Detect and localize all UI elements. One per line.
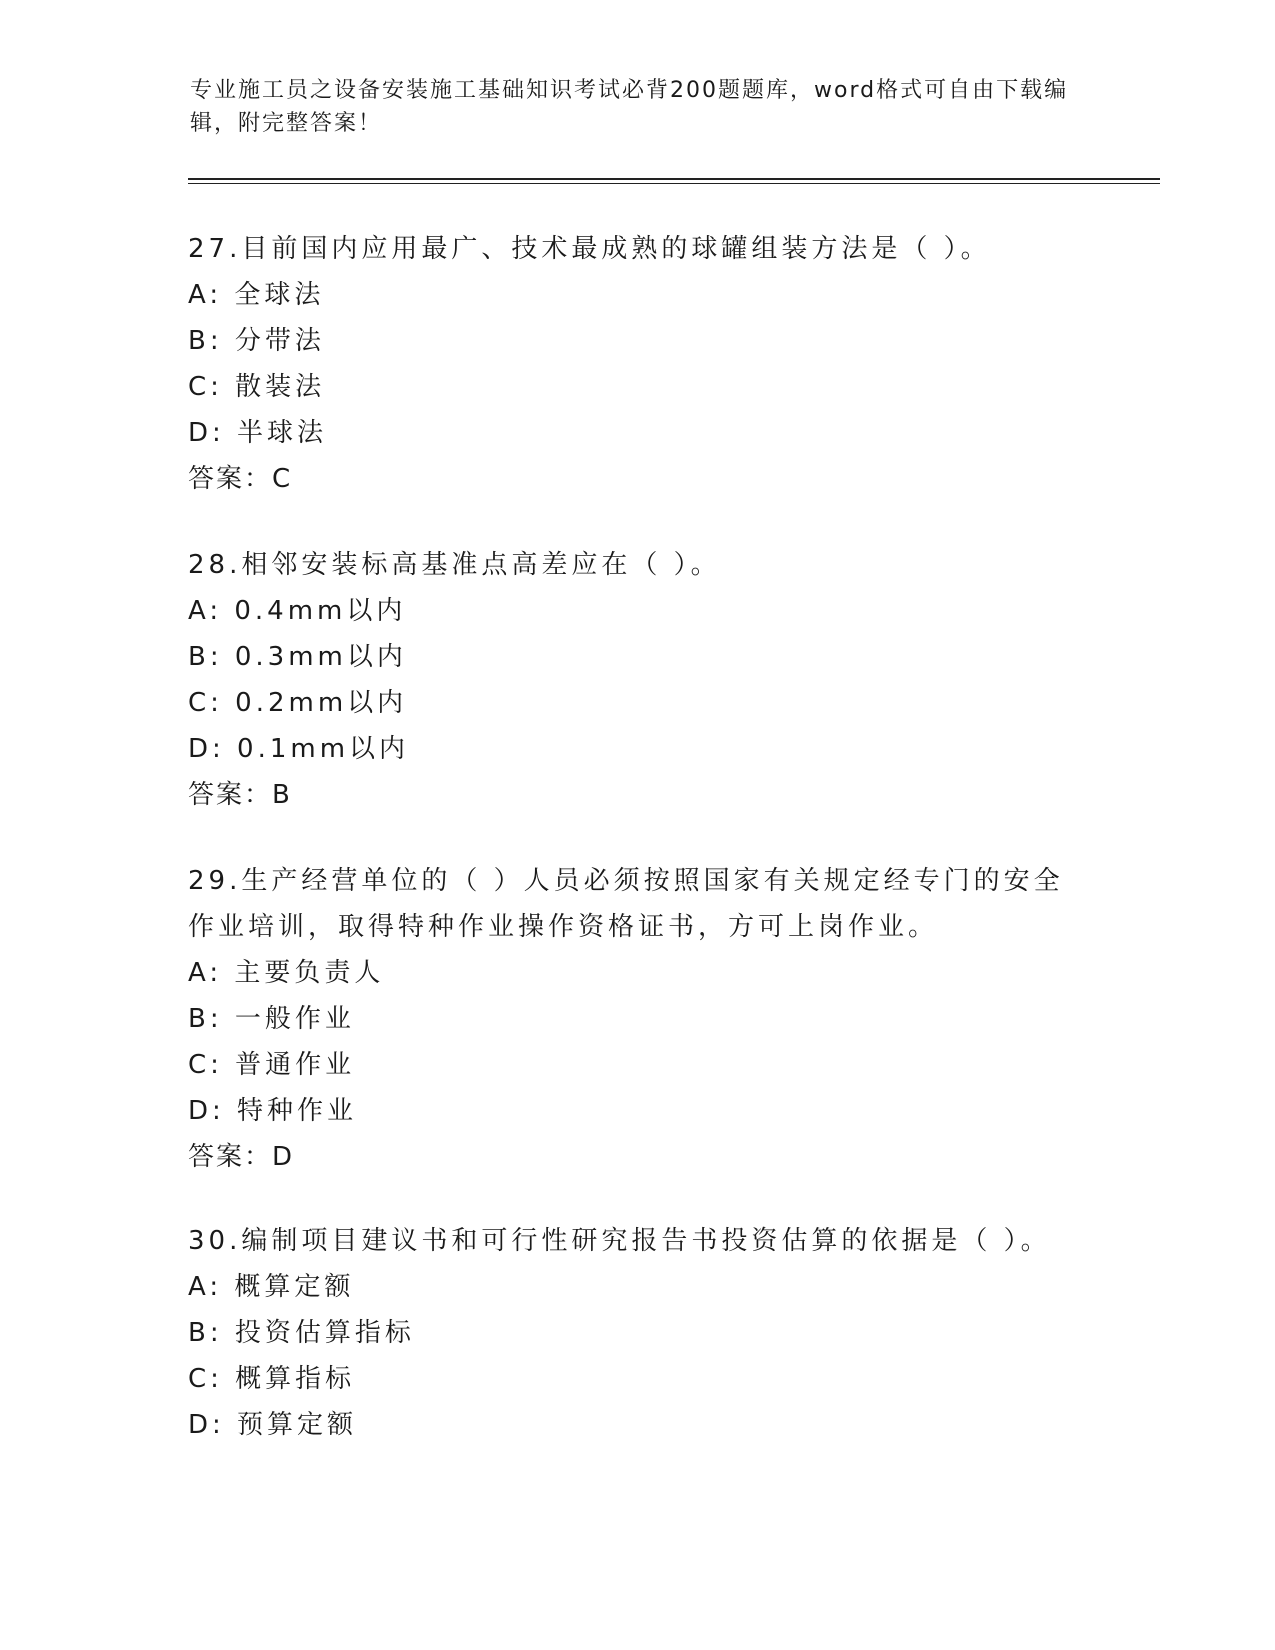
option-d: D: 半球法 — [188, 418, 328, 448]
option-d: D: 预算定额 — [188, 1410, 358, 1440]
question-stem: 27.目前国内应用最广、技术最成熟的球罐组装方法是（ ）。 — [188, 234, 991, 264]
option-c: C: 0.2mm以内 — [188, 688, 408, 718]
answer: 答案：D — [188, 1142, 295, 1172]
answer: 答案：B — [188, 780, 292, 810]
header-divider — [188, 178, 1160, 180]
document-header: 专业施工员之设备安装施工基础知识考试必背200题题库，word格式可自由下载编辑，附完整答案！ — [190, 78, 1069, 136]
option-b: B: 0.3mm以内 — [188, 642, 407, 672]
question-stem: 28.相邻安装标高基准点高差应在（ ）。 — [188, 550, 721, 580]
option-b: B: 分带法 — [188, 326, 325, 356]
question-28 — [188, 542, 1068, 818]
answer: 答案：C — [188, 464, 293, 494]
question-30 — [188, 1218, 1068, 1448]
option-b: B: 一般作业 — [188, 1004, 355, 1034]
option-b: B: 投资估算指标 — [188, 1318, 415, 1348]
option-a: A: 全球法 — [188, 280, 325, 310]
header-divider-thin — [188, 183, 1160, 184]
option-d: D: 特种作业 — [188, 1096, 358, 1126]
option-d: D: 0.1mm以内 — [188, 734, 410, 764]
option-a: A: 概算定额 — [188, 1272, 355, 1302]
question-29 — [188, 858, 1068, 1180]
question-27 — [188, 226, 1068, 502]
question-stem: 29.生产经营单位的（ ）人员必须按照国家有关规定经专门的安全作业培训，取得特种作业操作资格证书，方可上岗作业。 — [188, 866, 1064, 942]
option-a: A: 主要负责人 — [188, 958, 385, 988]
option-c: C: 普通作业 — [188, 1050, 356, 1080]
question-stem: 30.编制项目建议书和可行性研究报告书投资估算的依据是（ ）。 — [188, 1226, 1051, 1256]
option-c: C: 散装法 — [188, 372, 326, 402]
option-a: A: 0.4mm以内 — [188, 596, 407, 626]
option-c: C: 概算指标 — [188, 1364, 356, 1394]
